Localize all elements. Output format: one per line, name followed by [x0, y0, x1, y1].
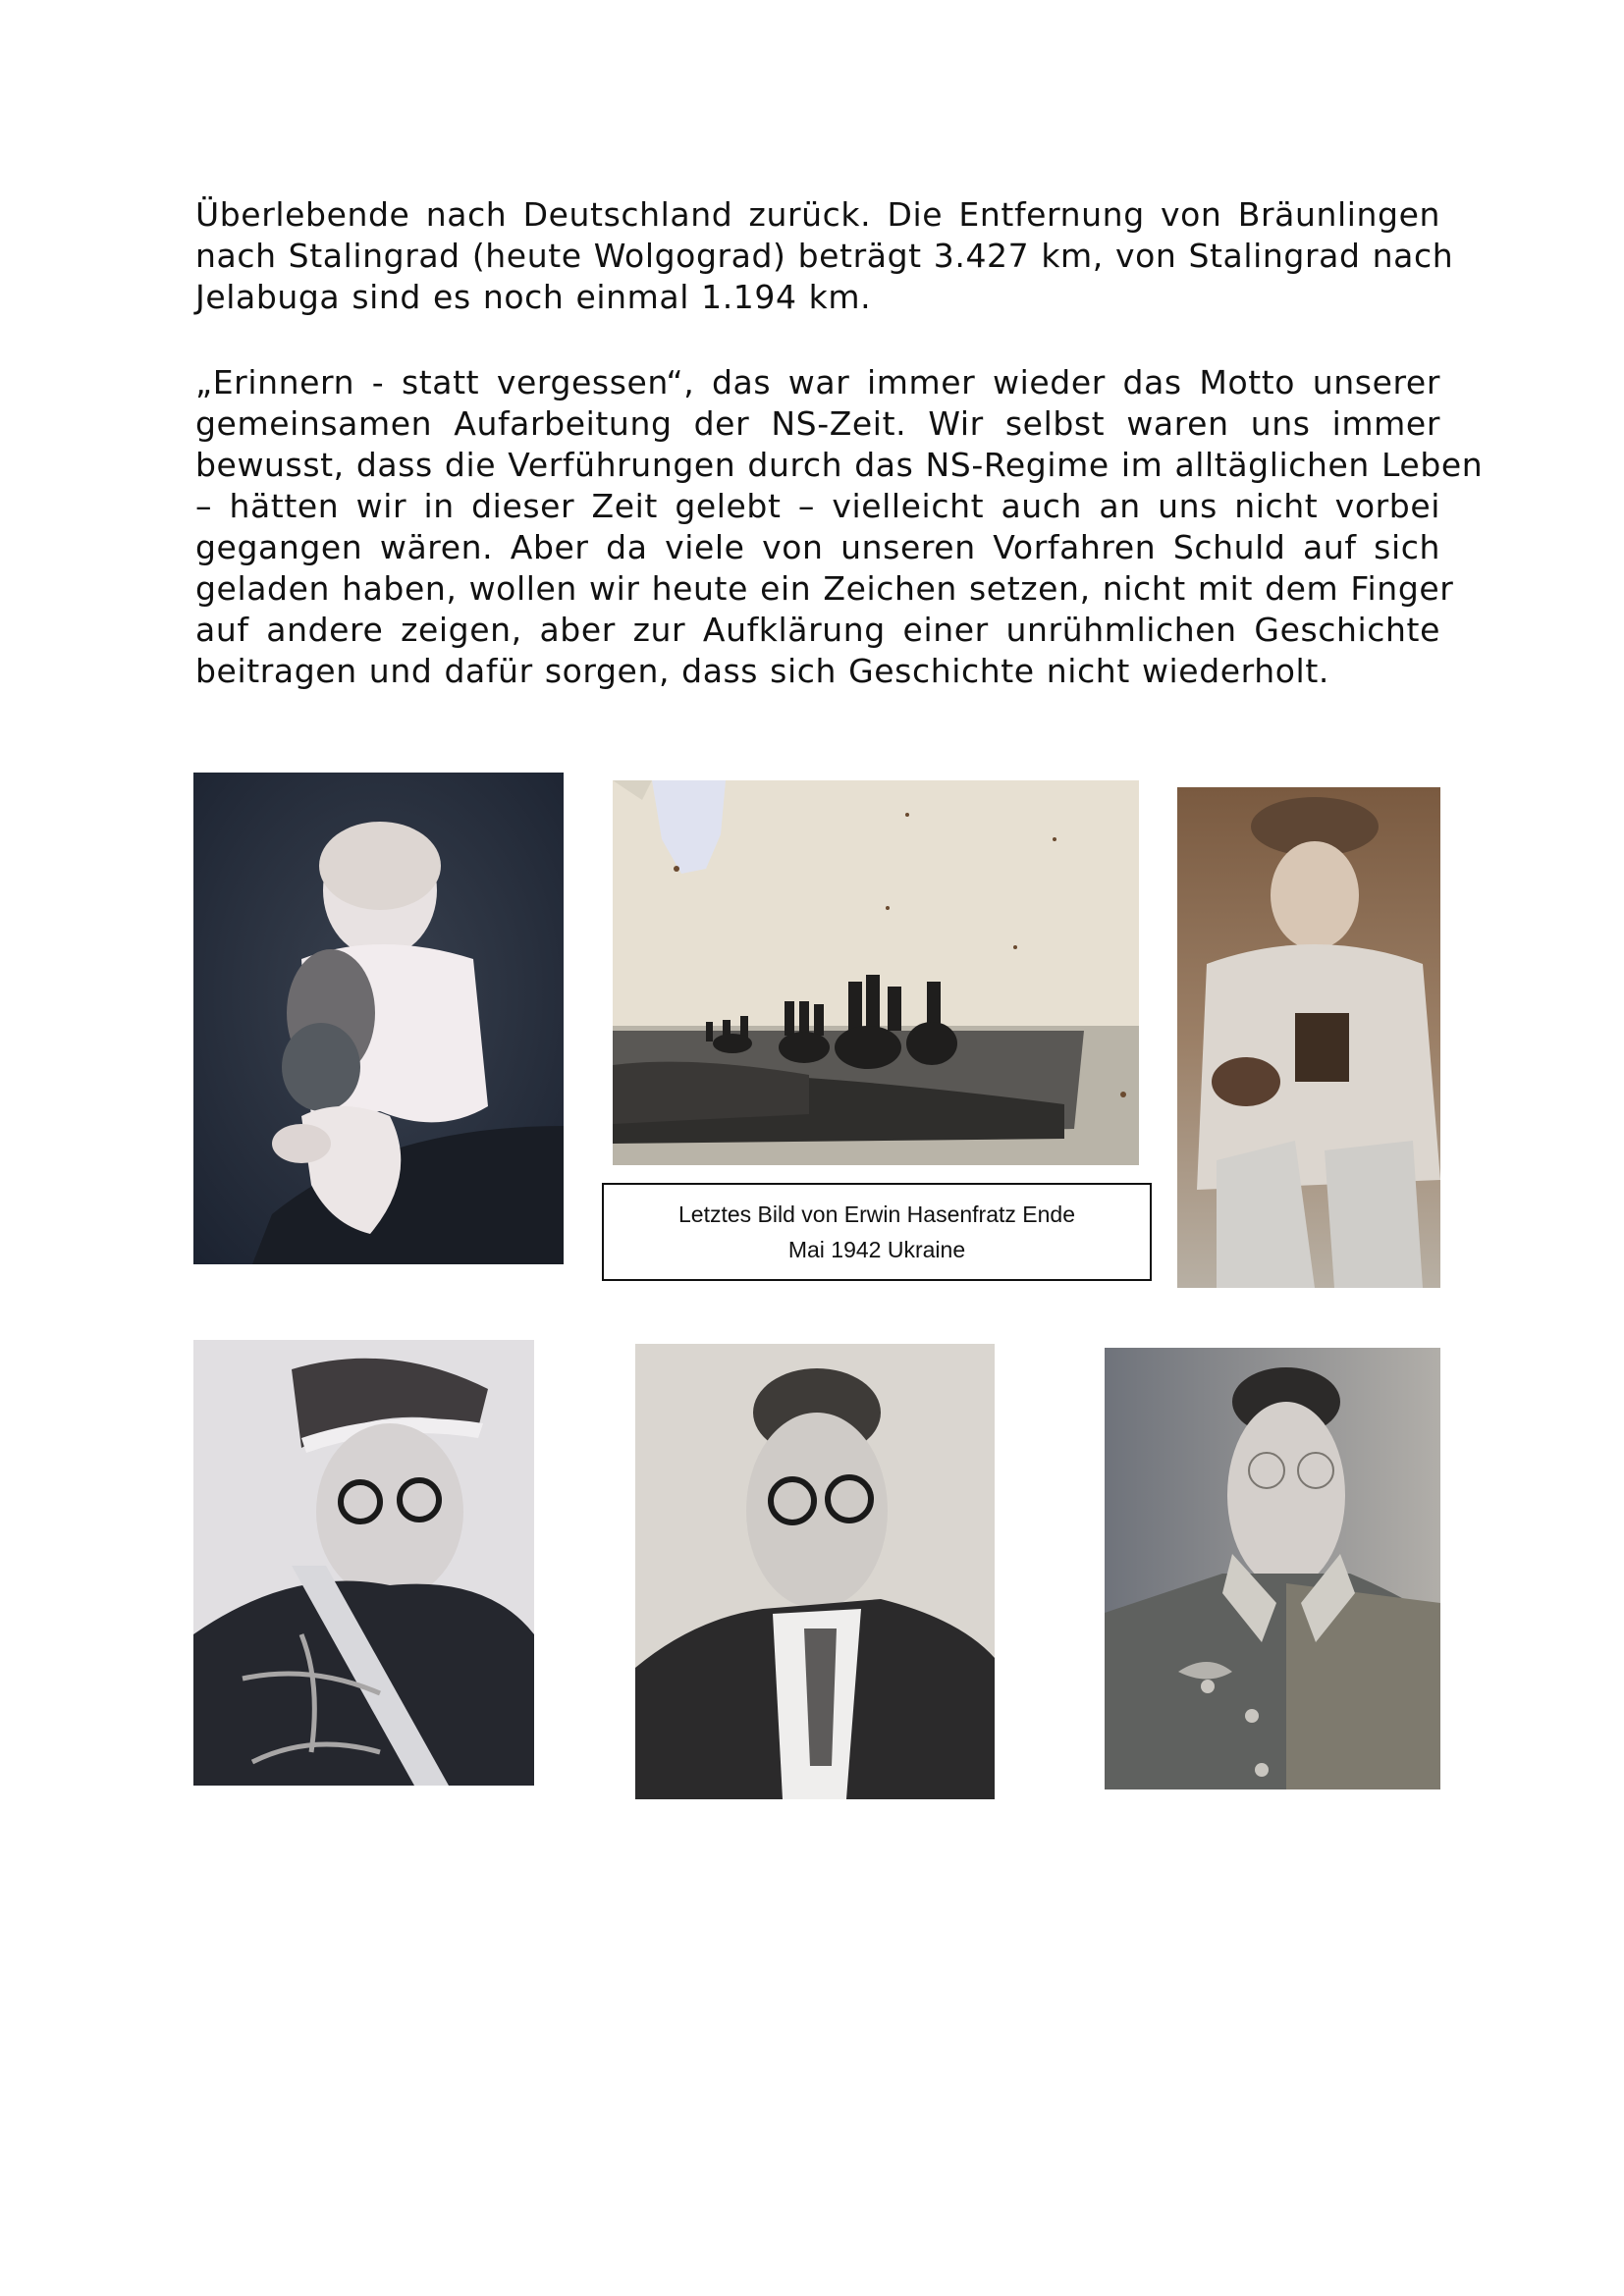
text-line: auf andere zeigen, aber zur Aufklärung einer unrühmlichen Geschichte — [195, 611, 1440, 649]
photo-man-in-wehrmacht-uniform — [1105, 1348, 1440, 1789]
text-line: Überlebende nach Deutschland zurück. Die Entfernung von Bräunlingen — [195, 195, 1440, 234]
paragraph-survivors-distance — [195, 194, 1454, 318]
text-line: bewusst, dass die Verführungen durch das NS-Regime im alltäglichen Leben — [195, 446, 1484, 484]
text-line: – hätten wir in dieser Zeit gelebt – vielleicht auch an uns nicht vorbei — [195, 487, 1440, 525]
photo-sepia-soldier-seated — [1177, 787, 1440, 1288]
text-line: Jelabuga sind es noch einmal 1.194 km. — [195, 278, 872, 316]
text-line: geladen haben, wollen wir heute ein Zeichen setzen, nicht mit dem Finger — [195, 569, 1454, 608]
photo-man-in-band-uniform — [193, 1340, 534, 1786]
photo-man-in-suit — [635, 1344, 995, 1799]
paragraph-remember-motto — [195, 362, 1484, 692]
caption-line-2: Mai 1942 Ukraine — [787, 1237, 966, 1262]
caption-line-1: Letztes Bild von Erwin Hasenfratz Ende — [678, 1201, 1075, 1227]
text-line: „Erinnern - statt vergessen“, das war immer wieder das Motto unserer — [195, 363, 1440, 401]
text-line: gemeinsamen Aufarbeitung der NS-Zeit. Wir selbst waren uns immer — [195, 404, 1440, 443]
photo-cavalry-column — [613, 780, 1139, 1165]
text-line: gegangen wären. Aber da viele von unseren Vorfahren Schuld auf sich — [195, 528, 1440, 566]
text-line: beitragen und dafür sorgen, dass sich Geschichte nicht wiederholt. — [195, 652, 1329, 690]
text-line: nach Stalingrad (heute Wolgograd) beträgt 3.427 km, von Stalingrad nach — [195, 237, 1454, 275]
photo-baby-with-teddy — [193, 773, 564, 1264]
photo-caption — [602, 1183, 1152, 1281]
